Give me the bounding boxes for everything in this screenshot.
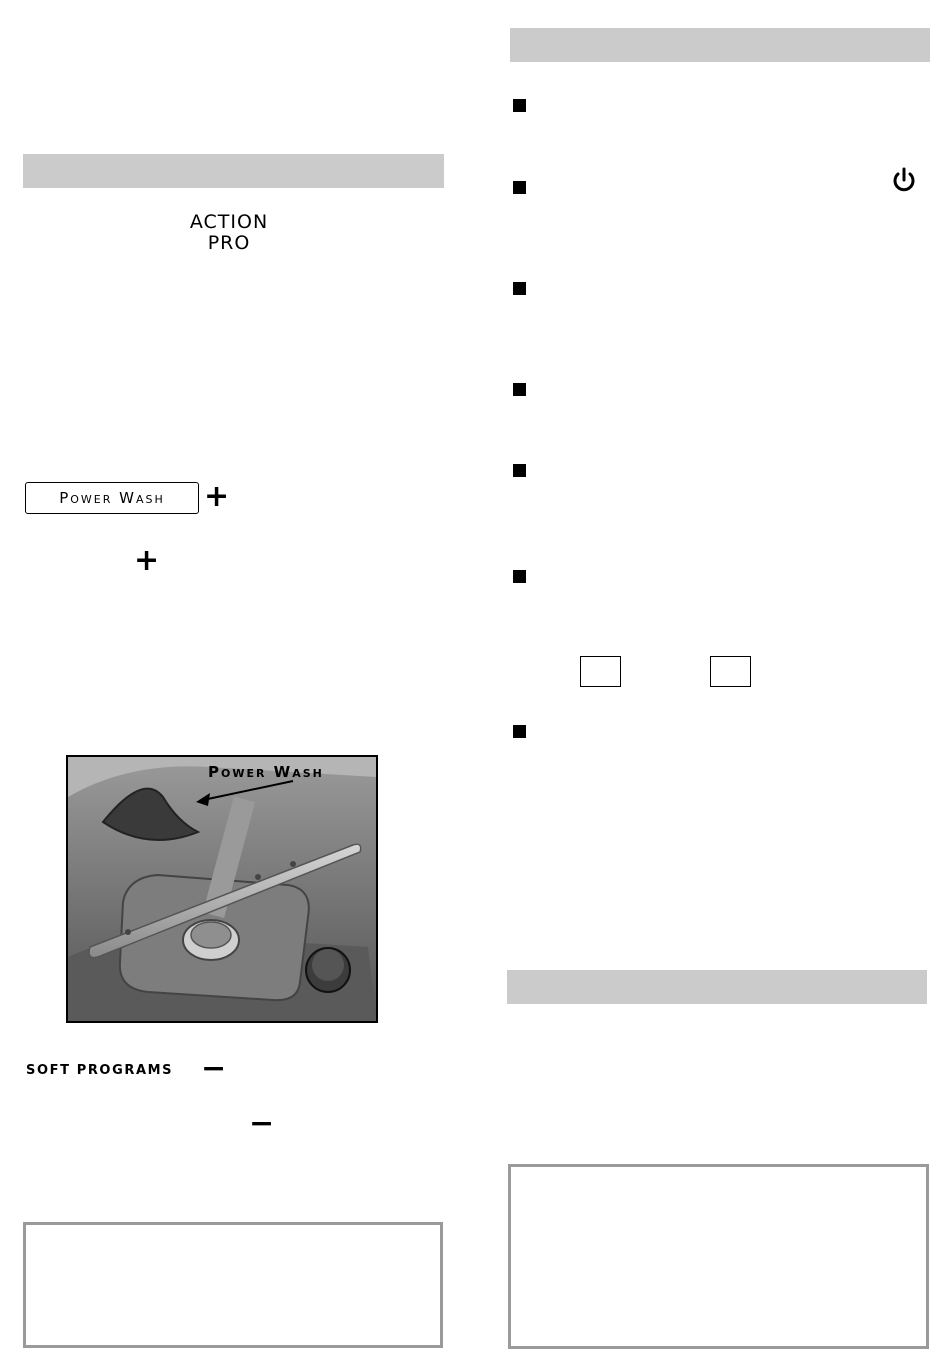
dishwasher-illustration: [68, 757, 376, 1021]
logo-line-1: ACTION: [189, 211, 269, 233]
display-box-2: [710, 656, 751, 687]
section-header-bar-right-top: [510, 28, 930, 62]
plus-icon-secondary: +: [134, 543, 160, 578]
power-wash-callout-label: Power Wash: [208, 763, 324, 781]
power-wash-button[interactable]: [25, 482, 199, 514]
dishwasher-interior-photo: [66, 755, 378, 1023]
square-bullet-icon: [513, 570, 526, 583]
soft-programs-label: SOFT PROGRAMS: [26, 1063, 174, 1078]
power-icon: [890, 166, 918, 194]
power-wash-label: Power Wash: [59, 489, 165, 507]
square-bullet-icon: [513, 725, 526, 738]
square-bullet-icon: [513, 181, 526, 194]
section-header-bar-left: [23, 154, 444, 188]
square-bullet-icon: [513, 383, 526, 396]
logo-line-2: PRO: [207, 232, 251, 254]
action-pro-logo: [170, 212, 288, 254]
note-box-right: [508, 1164, 929, 1349]
minus-icon: −: [201, 1051, 227, 1086]
section-header-bar-right-bottom: [507, 970, 927, 1004]
plus-icon: +: [204, 479, 230, 514]
note-box-left: [23, 1222, 443, 1348]
minus-icon-secondary: −: [249, 1106, 275, 1141]
square-bullet-icon: [513, 99, 526, 112]
square-bullet-icon: [513, 282, 526, 295]
display-box-1: [580, 656, 621, 687]
square-bullet-icon: [513, 464, 526, 477]
